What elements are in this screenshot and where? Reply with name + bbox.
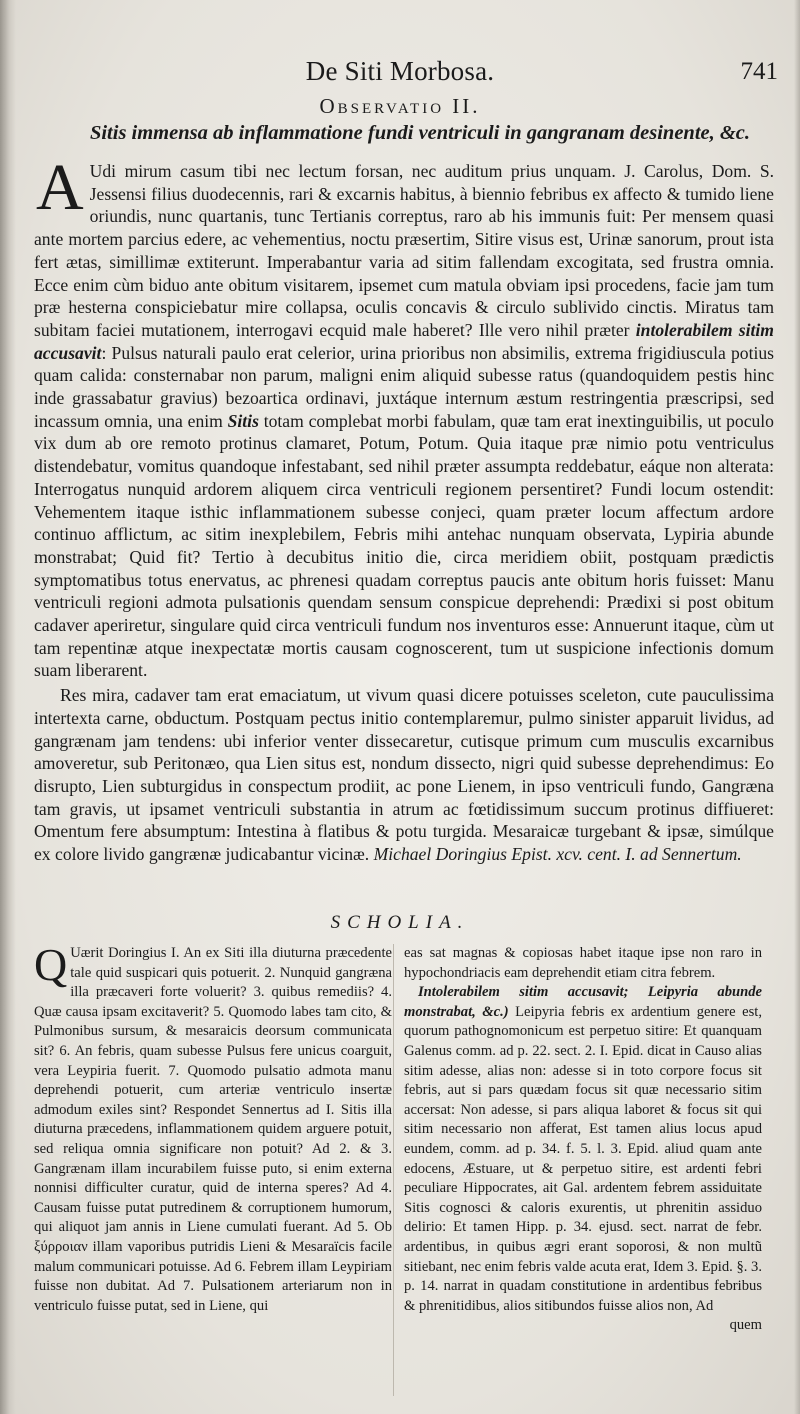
text-run: Leipyria febris ex ardentium genere est, quorum pathognomonicum est perpetuo sitire: Et quanquam Galenus comm. ad p. 22. sect. 2. I. Epid. dicat in Causo alias sitim adesse, alias non: adesse si in toto corpore focus sit febris, aut si pars quædam focus sit quæ necessario sitim accersat: Non adesse, si pars aliqua laboret & focus sit qui sitim necessario non afferat, Est tamen alius locus apud eundem, comm. ad p. 34. f. 5. l. 3. Epid. aliud quam ante edocens, Æstuare, ut & perpetuo sitire, est ardenti febri peculiare Hippocrates, ait Gal. ardentem febrem assiduitate Sitis cognosci & caloris exurentis, ut phrenitin assiduo delirio: Et tamen Hipp. p. 34. ejusd. sect. narrat de febr. ardentibus, in quibus ægri erant soporosi, & non multũ sitiebant, nec enim febris valde acuta erat, Idem 3. Epid. §. 3. p. 14. narrat in quadam constitutione in ardentibus febribus & phrenitidibus, alios sitibundos fuisse alios non, Ad xyxy=(404,1003,763,1314)
paragraph-2 xyxy=(34,684,774,866)
column-divider xyxy=(393,944,394,1396)
scholia-right-column xyxy=(404,944,762,1336)
text-run: eas sat magnas & copiosas habet itaque ipse non raro in hypochondriacis eam deprehendit etiam citra febrem. xyxy=(404,945,762,981)
lemma: Intolerabilem sitim accusavit; Leipyria abunde monstrabat, &c.) xyxy=(404,984,762,1020)
scholia-paragraph xyxy=(34,939,392,1316)
drop-cap: Q xyxy=(34,939,68,990)
main-text xyxy=(34,151,774,866)
running-title: De Siti Morbosa. xyxy=(305,56,495,86)
scholia-left-column xyxy=(34,939,392,1316)
observation-heading: Observatio II. xyxy=(319,94,481,118)
scholia-paragraph xyxy=(404,983,762,1316)
text-run: Udi mirum casum tibi nec lectum forsan, nec auditum prius unquam. J. Carolus, Dom. S. Jessensi filius duodecennis, rari & excarnis habitus, à biennio febribus ex affecto & tumido liene oriundis, nunc quartanis, tunc Tertianis correptus, raro ab his immunis fuit: Per mensem quasi ante mortem parcius edere, ac vehementius, noctu præsertim, Sitire visus est, Urinæ sanorum, prout ista fert ætas, simillimæ extiterunt. Imperabantur varia ad sitim fallendam excogitata, sed frustra omnia. Ecce enim cùm biduo ante obitum visitarem, ipsemet cum matula obviam ipsi procedens, facie jam tum præ hesterna conspiciebatur mire collapsa, oculis concavis & circulo sublivido cinctis. Miratus tam subitam faciei mutationem, interrogavi ecquid male haberet? Ille vero nihil præter xyxy=(34,161,774,340)
text-run: totam complebat morbi fabulam, quæ tam erat inextinguibilis, ut poculo vix dum ab ore remoto protinus clamaret, Potum, Potum. Quia itaque præ nimio potu ventriculus distendebatur, vomitus quandoque infestabant, sed nihil præter assumpta reddebatur, eáque non alterata: Interrogatus nunquid ardorem aliquem circa ventriculi regionem persentiret? Fundi locum ostendit: Vehementem itaque isthic inflammationem subesse conjeci, quam præter locum affectum ardore continuo afflictum, ac sitim inexplebilem, Febris mihi antehac nunquam observata, Lypiria abunde monstrabat; Quid fit? Tertio à decubitus initio die, circa meridiem obiit, postquam prædictis symptomatibus totus enervatus, ac phrenesi quadam correptus paucis ante obitum horis fuisset: Manu ventriculi regioni admota pulsationis quendam sensum conspicue deprehendi: Prædixi si post obitum cadaver aperiretur, singulare quid circa ventriculi fundum nos inventuros esse: Annuerunt itaque, cùm ut tam repentinæ atque inexpectatæ mortis causam cognoscerent, tum ut suspicione infectionis domum suam liberarent. xyxy=(34,410,774,681)
page-edge xyxy=(794,0,800,1414)
scholia-heading: SCHOLIA. xyxy=(330,912,470,933)
emphasis: intolerabilem sitim accusavit xyxy=(34,319,774,363)
binding-shadow xyxy=(0,0,16,1414)
text-run: Uærit Doringius I. An ex Siti illa diuturna præcedente tale quid suspicari quis potuerit. 2. Nunquid gangræna illa præcaveri forte voluerit? 3. quibus remediis? 4. Quæ causa ipsam excitaverit? 5. Quomodo labes tam cito, & Pulmonibus sursum, & mesaraicis deorsum communicata sit? 6. An febris, quam subesse Pulsus fere unicus coarguit, vera Leypiria fuerit. 7. Quomodo pulsatio admota manu deprehendi potuerit, cum arteriæ ventriculo insertæ admodum exiles sint? Respondet Sennertus ad I. Sitis illa diuturna præcedens, inflammationem quidem arguere potuit, sed reliqua omnia significare non potuit? Ad 2. & 3. Gangrænam illam incurabilem fuisse puto, si enim externa nonnisi difficulter curatur, quid de interna speres? Ad 4. Causam fuisse putat putredinem & corruptionem humorum, qui aliquot jam annis in Liene cumulati fuerant. Ad 5. Ob ξύρροιαν illam vaporibus putridis Lieni & Mesaraïcis facile malum communicari potuisse. Ad 6. Febrem illam Leypiriam fuisse non dubitat. Ad 7. Pulsationem arteriarum non in ventriculo fuisse putat, sed in Liene, qui xyxy=(34,945,392,1314)
emphasis: Sitis xyxy=(227,410,259,431)
catchword: quem xyxy=(729,1317,762,1334)
text-run: : Pulsus naturali paulo erat celerior, urina prioribus non absimilis, extrema frigidiuscula potius quam calida: consternabar non parum, maligni enim aliquid subesse ratus (quandoquidem pestis hinc inde grassabatur gravius) bezoartica ordinavi, juxtáque internum æstum restringentia præscripsi, sed incassum omnia, una enim xyxy=(34,342,774,431)
drop-cap: A xyxy=(36,151,84,224)
text-run: Res mira, cadaver tam erat emaciatum, ut vivum quasi dicere potuisses sceleton, cute pauculissima intertexta carne, obductum. Postquam pectus initio contemplaremur, pulmo sinister apparuit lividus, ad gangrænam jam tendens: ubi inferior venter dissecaretur, cutisque primum cum musculis excarnibus amoveretur, sub Peritonæo, qua Lien situs est, nondum dissecto, nigri quid subesse deprehendimus: Eo disrupto, Lien subturgidus in conspectum prodiit, ac pone Lienem, in ipso ventriculi fundo, Gangræna tam gravis, ut ipsamet ventriculi substantia in atrum ac fœtidissimum succum protinus diffiueret: Omentum fere absumptum: Intestina à flatibus & potu turgida. Mesaraicæ turgebant & ipsæ, simúlque ex colore livido gangrænæ judicabantur vicinæ. xyxy=(34,685,774,865)
page-number: 741 xyxy=(740,58,778,85)
citation: Michael Doringius Epist. xcv. cent. I. ad Sennertum. xyxy=(373,844,742,865)
paragraph-1 xyxy=(34,151,774,682)
scholia-paragraph xyxy=(404,944,762,983)
observation-subtitle: Sitis immensa ab inflammatione fundi ventriculi in gangranam desinente, &c. xyxy=(89,122,751,144)
